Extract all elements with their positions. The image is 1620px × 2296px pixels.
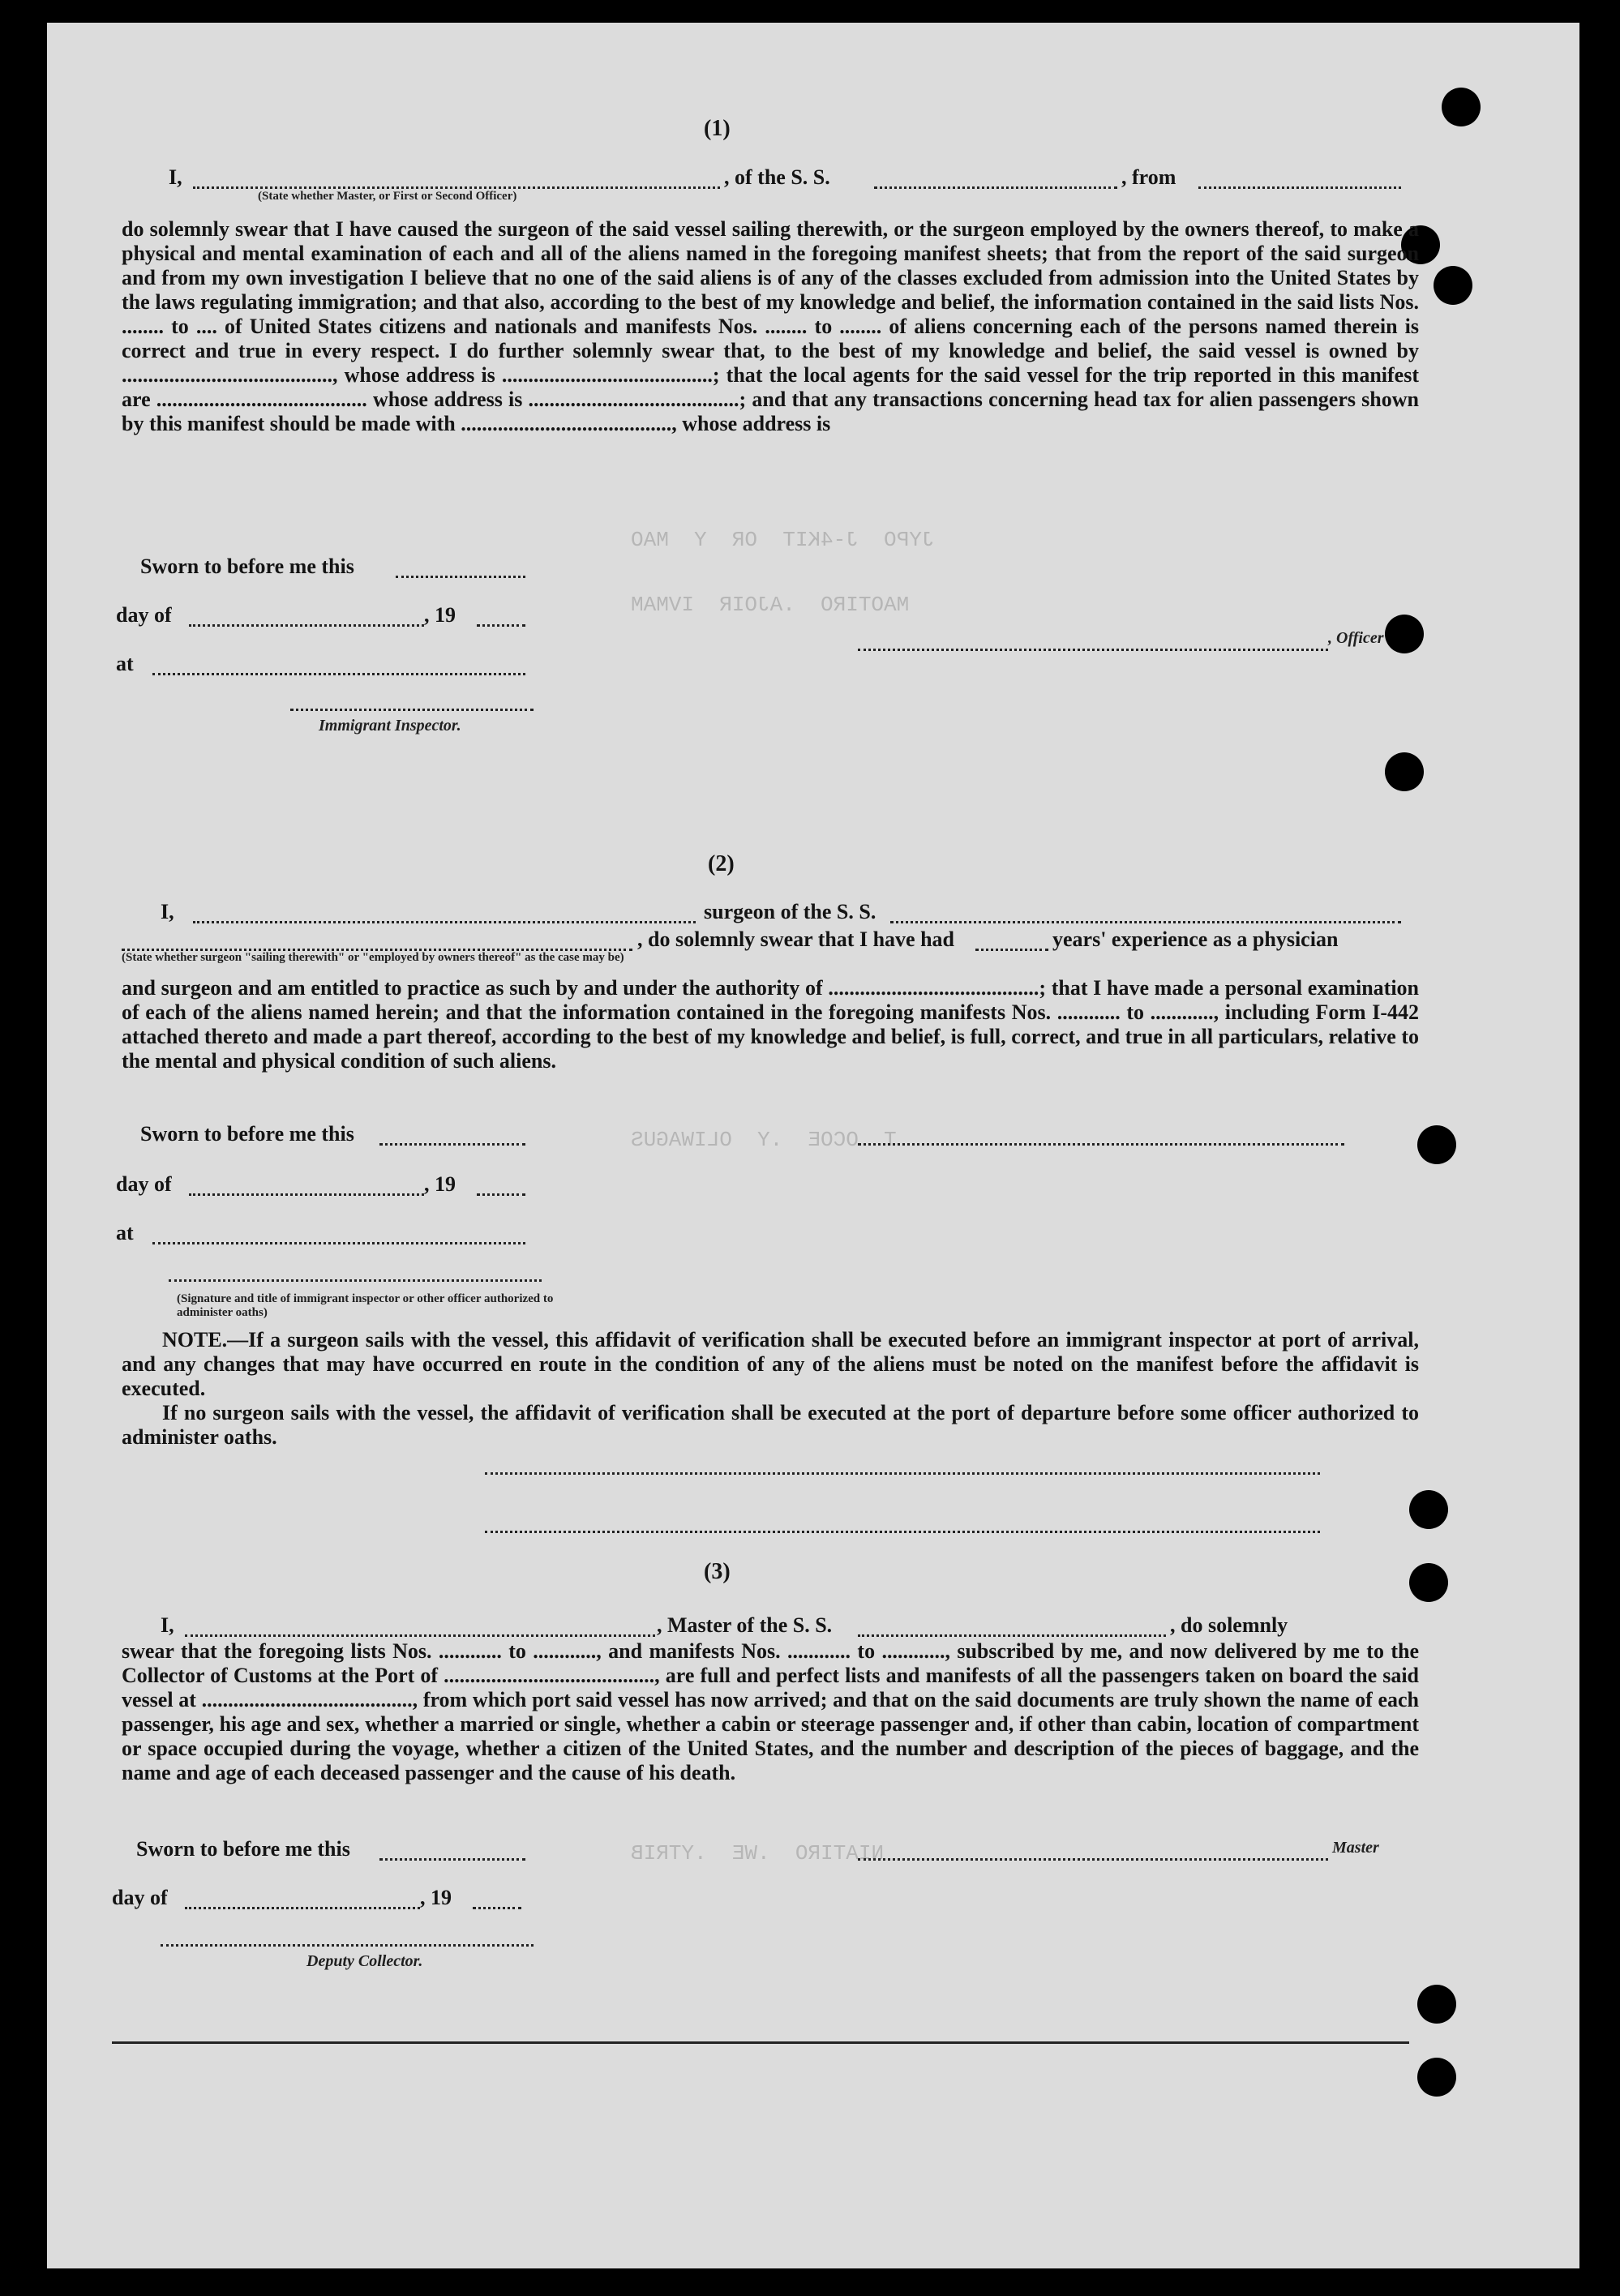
s2-at-field[interactable] — [152, 1242, 525, 1244]
section-2-number: (2) — [708, 851, 735, 876]
section-2-text: and surgeon and am entitled to practice as such by and under the authority of ........................................; that I have made a personal examination of each of the aliens named herein; and that the information contained in the foregoing manifests Nos. ............ to ............, including Form I-442 attached thereto and made a part thereof, according to the best of my knowledge and belief, is full, correct, and true in all particulars, relative to the mental and physical condition of such aliens. — [122, 976, 1419, 1073]
punch-hole — [1409, 1490, 1448, 1529]
s1-at-field[interactable] — [152, 673, 525, 675]
from-field[interactable] — [1198, 186, 1401, 189]
section-1-text: do solemnly swear that I have caused the surgeon of the said vessel sailing therewith, or the surgeon employed by the owners thereof, to make a physical and mental examination of each and all of the aliens named in the foregoing manifest sheets; that from the report of the said surgeon and from my own investigation I believe that no one of the said aliens is of any of the classes excluded from admission into the United States by the laws regulating immigration; and that also, according to the best of my knowledge and belief, the information contained in the said lists Nos. ........ to .... of United States citizens and nationals and manifests Nos. ........ to ........ of aliens concerning each of the persons named therein is correct and true in every respect. I do further solemnly swear that, to the best of my knowledge and belief, the said vessel is owned by ........................................, whose address is ........................................; that the local agents for the said vessel for the trip reported in this manifest are ........................................ whose address is ........................................; and that any transactions concerning head tax for alien passengers shown by this manifest should be made with ........................................, whose address is — [122, 217, 1419, 435]
master-of-label: , Master of the S. S. — [657, 1613, 833, 1637]
s1-year-field[interactable] — [477, 624, 525, 627]
officer-signature-field[interactable] — [858, 649, 1328, 651]
s1-year-label: , 19 — [424, 603, 456, 627]
solemnly-label: , do solemnly — [1170, 1613, 1288, 1637]
oath-officer-field-2[interactable] — [485, 1531, 1320, 1533]
punch-hole — [1434, 266, 1472, 305]
s3-sworn-label: Sworn to before me this — [136, 1837, 350, 1861]
punch-hole — [1409, 1563, 1448, 1602]
oath-officer-field-1[interactable] — [485, 1472, 1320, 1475]
punch-hole — [1385, 752, 1424, 791]
s3-sworn-field[interactable] — [379, 1858, 525, 1861]
surgeon-note: (State whether surgeon "sailing therewith" or "employed by owners thereof" as the case may be) — [122, 951, 624, 964]
section-3-i: I, — [161, 1613, 174, 1637]
s1-sworn-field[interactable] — [396, 576, 525, 578]
master-name-field[interactable] — [185, 1634, 655, 1637]
officer-label: , Officer — [1328, 629, 1384, 647]
section-1-i: I, — [169, 165, 182, 189]
ss-label: , of the S. S. — [724, 165, 830, 189]
section-1-body — [122, 217, 1419, 436]
punch-hole — [1442, 88, 1481, 126]
s2-at-label: at — [116, 1221, 134, 1244]
inspector-label: Immigrant Inspector. — [319, 717, 461, 735]
punch-hole — [1417, 1985, 1456, 2024]
s2-sworn-label: Sworn to before me this — [140, 1122, 354, 1146]
s2-signature-note: (Signature and title of immigrant inspector or other officer authorized to administer oaths) — [177, 1292, 554, 1319]
deputy-signature-field[interactable] — [161, 1944, 534, 1947]
years-label: years' experience as a physician — [1052, 927, 1339, 951]
section-2-body — [122, 976, 1419, 1073]
section-1-number: (1) — [704, 116, 731, 141]
from-label: , from — [1121, 165, 1176, 189]
s1-sworn-label: Sworn to before me this — [140, 555, 354, 578]
master-vessel-field[interactable] — [858, 1634, 1166, 1637]
s2-year-field[interactable] — [477, 1193, 525, 1196]
s2-right-field[interactable] — [858, 1143, 1344, 1146]
bleed-through: MAOTIRO .AJOIR IVMAM — [631, 593, 910, 617]
note-paragraph-2: If no surgeon sails with the vessel, the affidavit of verification shall be executed at the port of departure before some officer authorized to administer oaths. — [122, 1401, 1419, 1449]
swear-label: , do solemnly swear that I have had — [637, 927, 955, 951]
section-3-number: (3) — [704, 1559, 731, 1584]
punch-hole — [1417, 2058, 1456, 2097]
section-2-i: I, — [161, 900, 174, 923]
s3-year-field[interactable] — [473, 1907, 521, 1909]
s2-signature-field[interactable] — [169, 1279, 542, 1282]
section-3-text: swear that the foregoing lists Nos. ............ to ............, and manifests Nos. ............ to ............, subscribed by me, and now delivered by me to the Collector of Customs at the Port of ........................................, are full and perfect lists and manifests of all the passengers taken on board the said vessel at ........................................, from which port said vessel has now arrived; and that on the said documents are truly shown the name of each passenger, his age and sex, whether a married or single, whether a cabin or steerage passenger and, if other than cabin, location of compartment or space occupied during the voyage, whether a citizen of the United States, and the number and description of the pieces of baggage, and the name and age of each deceased passenger and the cause of his death. — [122, 1639, 1419, 1784]
s2-day-label: day of — [116, 1172, 172, 1196]
punch-hole — [1385, 615, 1424, 653]
bleed-through: T OCOE .Y OLIWAGUS — [631, 1128, 897, 1152]
inspector-signature-field[interactable] — [290, 709, 534, 711]
master-signature-field[interactable] — [858, 1858, 1328, 1861]
years-field[interactable] — [975, 949, 1048, 951]
manifest-affidavit-page — [47, 23, 1579, 2268]
vessel-field[interactable] — [874, 186, 1117, 189]
s1-at-label: at — [116, 652, 134, 675]
s1-day-label: day of — [116, 603, 172, 627]
s3-day-field[interactable] — [185, 1907, 420, 1909]
rank-note: (State whether Master, or First or Second Officer) — [258, 190, 517, 203]
s2-day-field[interactable] — [189, 1193, 424, 1196]
surgeon-vessel-field[interactable] — [890, 921, 1401, 923]
s3-day-label: day of — [112, 1886, 168, 1909]
bleed-through: NIATIRO .WE .YTRIB — [631, 1841, 885, 1866]
s2-year-label: , 19 — [424, 1172, 456, 1196]
punch-hole — [1417, 1125, 1456, 1164]
deputy-collector-label: Deputy Collector. — [306, 1952, 423, 1970]
bleed-through: JYPO J-4KIT OR Y MAO — [631, 528, 935, 552]
s2-sworn-field[interactable] — [379, 1143, 525, 1146]
note-paragraph-1: NOTE.—If a surgeon sails with the vessel, this affidavit of verification shall be executed before an immigrant inspector at port of arrival, and any changes that may have occurred en route in the condition of any of the aliens must be noted on the manifest before the affidavit is executed. — [122, 1328, 1419, 1400]
section-3-body — [122, 1639, 1419, 1785]
master-label: Master — [1332, 1839, 1379, 1857]
surgeon-status-field[interactable] — [193, 921, 696, 923]
s1-day-field[interactable] — [189, 624, 424, 627]
rank-field[interactable] — [193, 186, 720, 189]
s3-year-label: , 19 — [420, 1886, 452, 1909]
surgeon-ss-label: surgeon of the S. S. — [704, 900, 876, 923]
bottom-rule — [112, 2041, 1409, 2044]
